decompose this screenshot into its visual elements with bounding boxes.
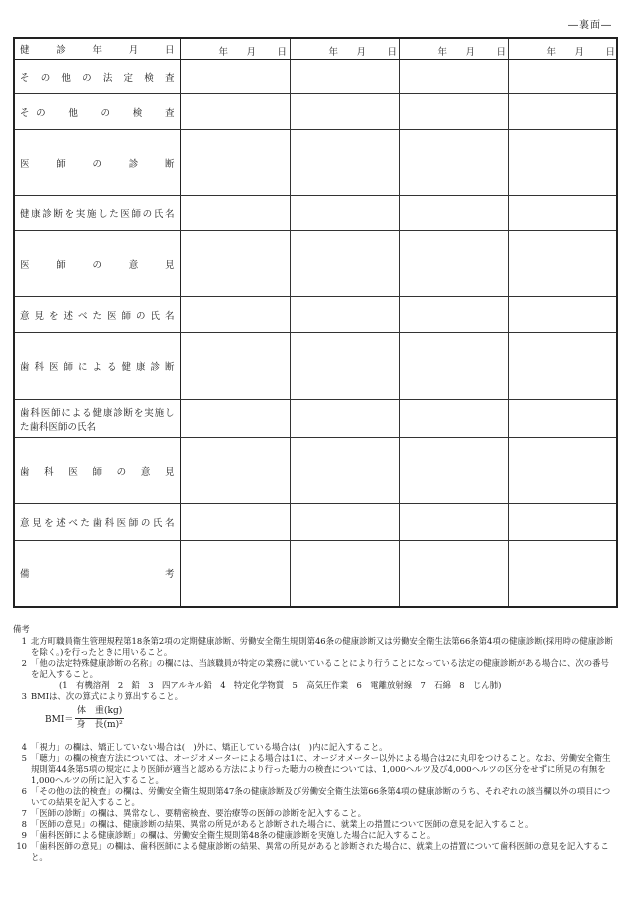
row-dentist-opinion [14, 438, 617, 504]
note-item [13, 808, 617, 819]
exam-date-cell-1[interactable] [180, 38, 290, 60]
diagnosing-doctor-name-entry-cell[interactable] [508, 196, 617, 231]
bmi-lhs: BMI＝ [45, 715, 74, 725]
date-month-label: 月 [574, 47, 585, 58]
doctor-diagnosis-entry-cell[interactable] [290, 130, 399, 196]
note-number: 8 [21, 819, 27, 829]
row-remarks [14, 541, 617, 607]
other-exam-label: その 他 の 検 査 [14, 94, 180, 130]
row-diagnosing-doctor-name [14, 196, 617, 231]
notes-section [13, 624, 617, 863]
doctor-diagnosis-label: 医 師 の 診 断 [14, 130, 180, 196]
bmi-formula [45, 706, 617, 736]
doctor-opinion-entry-cell[interactable] [508, 231, 617, 297]
doctor-diagnosis-entry-cell[interactable] [508, 130, 617, 196]
note-text: (1 有機溶剤 2 鉛 3 四アルキル鉛 4 特定化学物質 5 高気圧作業 6 電離放射線 7 石綿 8 じん肺) [59, 680, 502, 690]
diagnosing-doctor-name-label: 健康診断を実施した医師の氏名 [14, 196, 180, 231]
note-text: 「視力」の欄は、矯正していない場合は( )外に、矯正している場合は( )内に記入すること。 [31, 742, 388, 752]
bmi-denominator: 身 長(m)² [76, 720, 123, 730]
note-text: 「その他の法的検査」の欄は、労働安全衛生規則第47条の健康診断及び労働安全衛生法第66条第4項の健康診断のうち、それぞれの該当欄以外の項目についての結果を記入すること。 [31, 786, 611, 807]
note-text: 「聴力」の欄の検査方法については、オージオメーターによる場合は1に、オージオメーター以外による場合は2に丸印をつけること。なお、労働安全衛生規則第44条第5項の規定により医師が適当と認める方法により行った聴力の検査については、1,000ヘルツ及び4,000ヘルツの区分をせずに所見の有無を1,000ヘルツの所に記入すること。 [31, 753, 611, 785]
row-other-exam [14, 94, 617, 130]
note-item [13, 691, 617, 702]
other-legal-exam-label: その他の法定検査 [14, 60, 180, 94]
note-number: 10 [16, 841, 27, 851]
row-doctor-diagnosis [14, 130, 617, 196]
other-legal-exam-entry-cell[interactable] [508, 60, 617, 94]
dentist-opinion-entry-cell[interactable] [180, 438, 290, 504]
note-item [13, 742, 617, 753]
date-year-label: 年 [546, 47, 557, 58]
remarks-entry-cell[interactable] [290, 541, 399, 607]
other-exam-entry-cell[interactable] [180, 94, 290, 130]
dental-examiner-name-entry-cell[interactable] [399, 400, 508, 438]
health-record-table [13, 37, 618, 608]
opinion-doctor-name-entry-cell[interactable] [180, 297, 290, 333]
opinion-dentist-name-entry-cell[interactable] [180, 504, 290, 541]
diagnosing-doctor-name-entry-cell[interactable] [180, 196, 290, 231]
note-text: 「歯科医師による健康診断」の欄は、労働安全衛生規則第48条の健康診断を実施した場合に記入すること。 [31, 830, 436, 840]
note-text: BMIは、次の算式により算出すること。 [31, 691, 184, 701]
exam-date-cell-2[interactable] [290, 38, 399, 60]
doctor-opinion-entry-cell[interactable] [180, 231, 290, 297]
dental-exam-label: 歯科医師による健康診断 [14, 333, 180, 400]
note-number: 9 [21, 830, 27, 840]
note-number: 6 [21, 786, 27, 796]
dental-examiner-name-entry-cell[interactable] [290, 400, 399, 438]
remarks-entry-cell[interactable] [399, 541, 508, 607]
row-dental-examiner-name [14, 400, 617, 438]
date-month-label: 月 [465, 47, 476, 58]
note-item [13, 786, 617, 808]
note-text: 「歯科医師の意見」の欄は、歯科医師による健康診断の結果、異常の所見があると診断された場合に、就業上の措置について歯科医師の意見を記入すること。 [31, 841, 609, 862]
other-legal-exam-entry-cell[interactable] [180, 60, 290, 94]
doctor-diagnosis-entry-cell[interactable] [180, 130, 290, 196]
date-month-label: 月 [356, 47, 367, 58]
dental-examiner-name-label: 歯科医師による健康診断を実施し た歯科医師の氏名 [14, 400, 180, 438]
header-row [14, 38, 617, 60]
doctor-opinion-label: 医 師 の 意 見 [14, 231, 180, 297]
note-number: 5 [21, 753, 27, 763]
row-dental-exam [14, 333, 617, 400]
note-item [13, 680, 617, 691]
dental-examiner-name-entry-cell[interactable] [508, 400, 617, 438]
other-exam-entry-cell[interactable] [290, 94, 399, 130]
dentist-opinion-entry-cell[interactable] [290, 438, 399, 504]
date-year-label: 年 [328, 47, 339, 58]
note-number: 7 [21, 808, 27, 818]
doctor-opinion-entry-cell[interactable] [399, 231, 508, 297]
opinion-dentist-name-entry-cell[interactable] [290, 504, 399, 541]
row-doctor-opinion [14, 231, 617, 297]
opinion-doctor-name-entry-cell[interactable] [399, 297, 508, 333]
opinion-doctor-name-label: 意見を述べた医師の氏名 [14, 297, 180, 333]
page-side-label: ―裏面― [568, 20, 612, 31]
note-number: 2 [21, 658, 27, 668]
date-year-label: 年 [218, 47, 229, 58]
row-other-legal-exam [14, 60, 617, 94]
remarks-label: 備 考 [14, 541, 180, 607]
date-day-label: 日 [387, 47, 398, 58]
notes-heading: 備考 [13, 624, 30, 634]
opinion-dentist-name-label: 意見を述べた歯科医師の氏名 [14, 504, 180, 541]
dental-exam-entry-cell[interactable] [399, 333, 508, 400]
note-number: 3 [21, 691, 27, 701]
note-text: 「医師の意見」の欄は、健康診断の結果、異常の所見があると診断された場合に、就業上の措置について医師の意見を記入すること。 [31, 819, 534, 829]
bmi-numerator: 体 重(kg) [75, 706, 124, 719]
doctor-diagnosis-entry-cell[interactable] [399, 130, 508, 196]
doctor-opinion-entry-cell[interactable] [290, 231, 399, 297]
exam-date-cell-4[interactable] [508, 38, 617, 60]
other-exam-entry-cell[interactable] [508, 94, 617, 130]
opinion-doctor-name-entry-cell[interactable] [508, 297, 617, 333]
opinion-dentist-name-entry-cell[interactable] [399, 504, 508, 541]
other-legal-exam-entry-cell[interactable] [290, 60, 399, 94]
row-opinion-doctor-name [14, 297, 617, 333]
date-day-label: 日 [277, 47, 288, 58]
note-number: 4 [21, 742, 27, 752]
other-exam-entry-cell[interactable] [399, 94, 508, 130]
date-year-label: 年 [437, 47, 448, 58]
note-item [13, 819, 617, 830]
opinion-doctor-name-entry-cell[interactable] [290, 297, 399, 333]
note-text: 「医師の診断」の欄は、異常なし、要精密検査、要治療等の医師の診断を記入すること。 [31, 808, 366, 818]
note-item [13, 753, 617, 786]
diagnosing-doctor-name-entry-cell[interactable] [399, 196, 508, 231]
dental-exam-entry-cell[interactable] [180, 333, 290, 400]
bmi-fraction [75, 706, 124, 731]
note-item [13, 658, 617, 680]
other-legal-exam-entry-cell[interactable] [399, 60, 508, 94]
exam-date-cell-3[interactable] [399, 38, 508, 60]
dentist-opinion-label: 歯 科 医 師 の 意 見 [14, 438, 180, 504]
date-day-label: 日 [605, 47, 616, 58]
note-item [13, 841, 617, 863]
date-day-label: 日 [496, 47, 507, 58]
opinion-dentist-name-entry-cell[interactable] [508, 504, 617, 541]
remarks-entry-cell[interactable] [508, 541, 617, 607]
row-opinion-dentist-name [14, 504, 617, 541]
header-date-label: 健 診 年 月 日 [14, 38, 180, 60]
dental-exam-entry-cell[interactable] [290, 333, 399, 400]
notes-list [13, 636, 617, 863]
dentist-opinion-entry-cell[interactable] [508, 438, 617, 504]
note-number: 1 [21, 636, 27, 646]
date-month-label: 月 [246, 47, 257, 58]
dental-examiner-name-entry-cell[interactable] [180, 400, 290, 438]
note-item [13, 636, 617, 658]
note-text: 北方町職員衛生管理規程第18条第2項の定期健康診断、労働安全衛生規則第46条の健康診断又は労働安全衛生法第66条第4項の健康診断(採用時の健康診断を除く。)を行ったときに用いること。 [31, 636, 613, 657]
diagnosing-doctor-name-entry-cell[interactable] [290, 196, 399, 231]
remarks-entry-cell[interactable] [180, 541, 290, 607]
dental-exam-entry-cell[interactable] [508, 333, 617, 400]
note-item [13, 830, 617, 841]
note-text: 「他の法定特殊健康診断の名称」の欄には、当該職員が特定の業務に就いていることにより行うことになっている法定の健康診断がある場合に、次の番号を記入すること。 [31, 658, 609, 679]
dentist-opinion-entry-cell[interactable] [399, 438, 508, 504]
